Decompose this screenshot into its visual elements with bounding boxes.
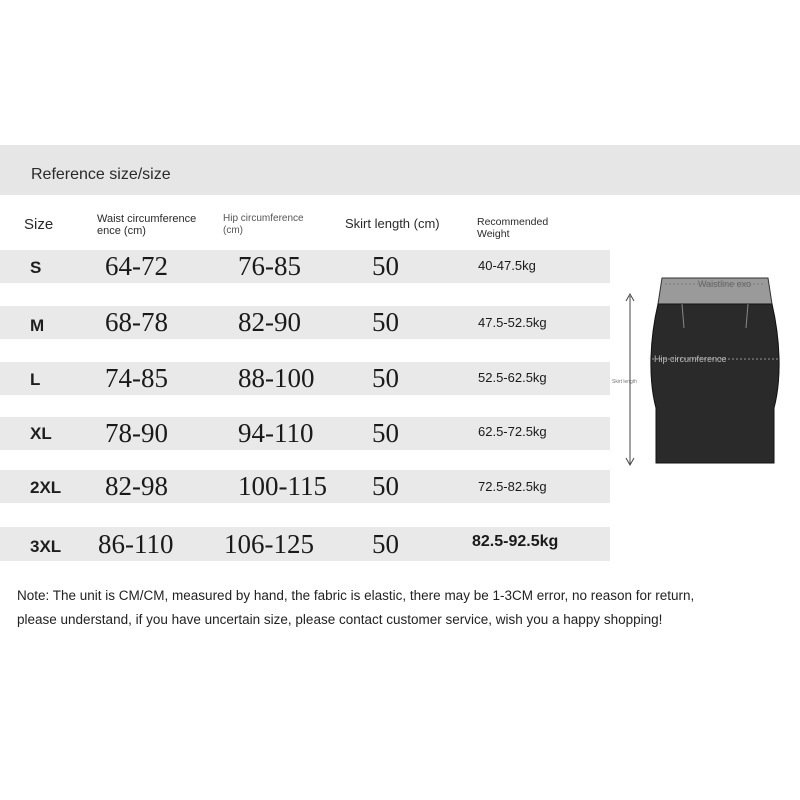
weight-value: 40-47.5kg: [478, 258, 536, 273]
hip-value: 94-110: [238, 418, 314, 448]
column-header-waist-line2: ence (cm): [97, 225, 146, 237]
waist-value: 78-90: [105, 418, 168, 448]
size-label: M: [30, 316, 45, 335]
size-label: S: [30, 258, 42, 277]
note-line-2: please understand, if you have uncertain size, please contact customer service, wish you a happy shopping!: [17, 612, 663, 627]
column-header-size: Size: [24, 216, 54, 233]
waist-value: 82-98: [105, 471, 168, 501]
column-header-hip: [223, 213, 333, 237]
weight-value: 52.5-62.5kg: [478, 370, 547, 385]
note-line-1: Note: The unit is CM/CM, measured by hand, the fabric is elastic, there may be 1-3CM error, no reason for return,: [17, 588, 695, 603]
size-label: XL: [30, 424, 52, 443]
length-value: 50: [372, 529, 399, 559]
weight-value: 62.5-72.5kg: [478, 424, 547, 439]
waist-value: 86-110: [98, 529, 174, 559]
column-header-weight-line2: Weight: [477, 228, 510, 240]
waist-value: 64-72: [105, 251, 168, 281]
column-header-length: Skirt length (cm): [345, 216, 440, 231]
hip-value: 76-85: [238, 251, 301, 281]
length-value: 50: [372, 363, 399, 393]
size-label: L: [30, 370, 41, 389]
length-label: Skirt length: [612, 379, 638, 385]
column-header-waist-line1: Waist circumference: [97, 213, 197, 225]
length-value: 50: [372, 418, 399, 448]
weight-value: 82.5-92.5kg: [472, 533, 559, 550]
waist-value: 74-85: [105, 363, 168, 393]
hip-value: 106-125: [224, 529, 314, 559]
column-header-waist: [97, 213, 207, 237]
length-value: 50: [372, 471, 399, 501]
waist-value: 68-78: [105, 307, 168, 337]
note-text: [17, 584, 777, 632]
column-header-hip-line1: Hip circumference: [223, 213, 304, 224]
waistline-label: Waistline exo: [698, 279, 752, 289]
size-label: 2XL: [30, 478, 62, 497]
column-header-weight: [477, 216, 548, 240]
hip-label: Hip circumference: [654, 354, 727, 364]
skirt-body: [651, 304, 779, 463]
page-title: Reference size/size: [31, 166, 171, 183]
length-value: 50: [372, 251, 399, 281]
skirt-diagram: [610, 268, 800, 478]
hip-value: 88-100: [238, 363, 315, 393]
column-header-weight-line1: Recommended: [477, 216, 549, 228]
size-label: 3XL: [30, 537, 62, 556]
skirt-diagram-svg: [610, 268, 800, 478]
hip-value: 100-115: [238, 471, 327, 501]
weight-value: 72.5-82.5kg: [478, 479, 547, 494]
column-header-hip-line2: (cm): [223, 225, 243, 236]
length-value: 50: [372, 307, 399, 337]
hip-value: 82-90: [238, 307, 301, 337]
weight-value: 47.5-52.5kg: [478, 315, 547, 330]
